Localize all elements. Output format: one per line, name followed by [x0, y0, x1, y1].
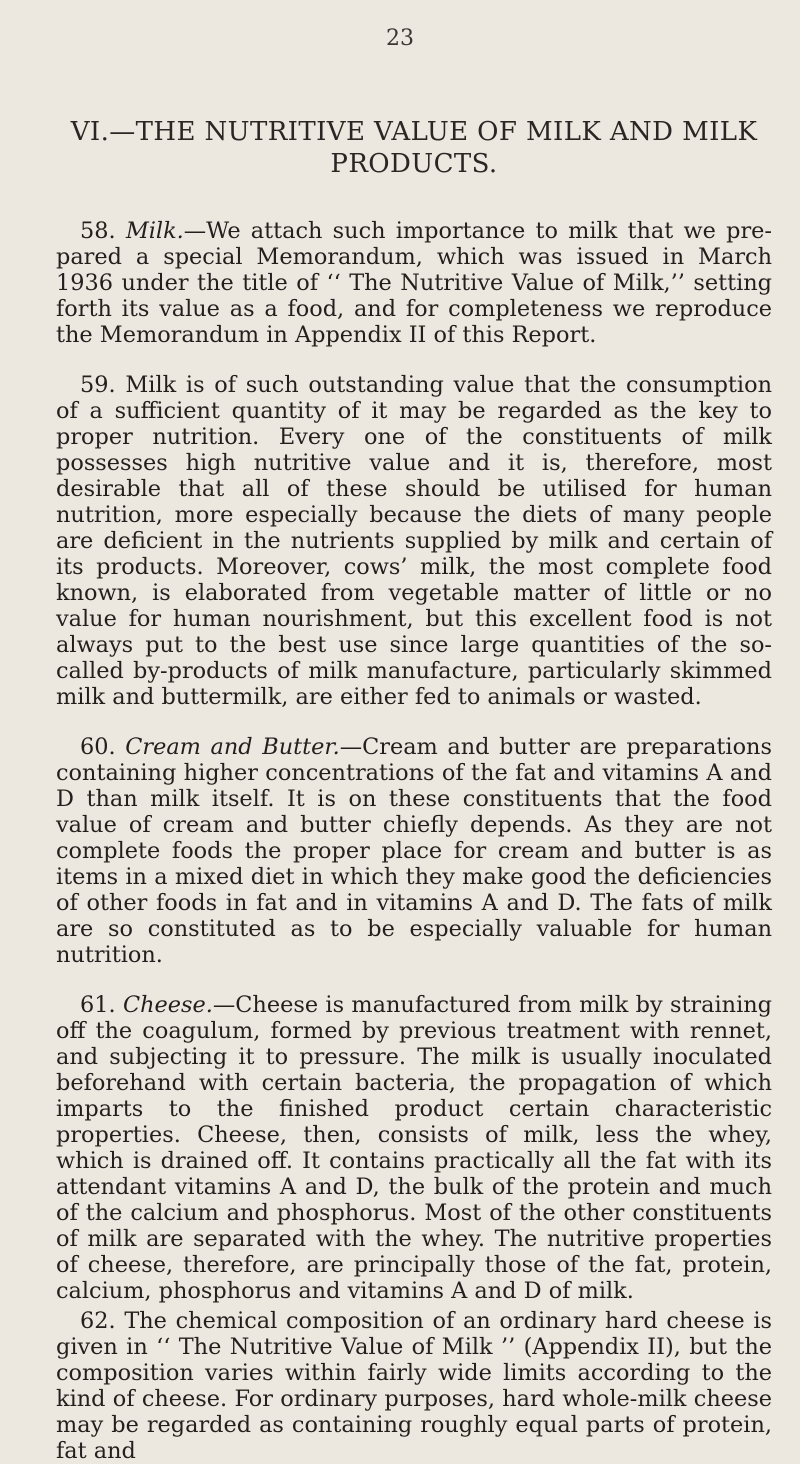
paragraph-heading: Cheese.: [122, 992, 213, 1018]
paragraph-number: 61.: [80, 992, 116, 1018]
paragraph-62: [56, 1308, 772, 1464]
paragraph-number: 60.: [80, 734, 116, 760]
section-title-line-1: VI.—THE NUTRITIVE VALUE OF MILK AND MILK: [70, 117, 758, 147]
paragraph-60: [56, 734, 772, 968]
paragraph-text: —Cream and butter are preparations containing higher concentrations of the fat and vitamins A and D than milk itself. It is on these constituents that the food value of cream and butter chiefly depends. As they are not complete foods the proper place for cream and butter is as items in a mixed diet in which they make good the deficiencies of other foods in fat and in vitamins A and D. The fats of milk are so constituted as to be especially valuable for human nutrition.: [56, 734, 772, 968]
paragraph-number: 62.: [80, 1308, 116, 1334]
paragraph-heading: Cream and Butter.: [125, 734, 340, 760]
paragraph-59: [56, 372, 772, 710]
paragraph-heading: Milk.: [125, 218, 184, 244]
section-title-line-2: PRODUCTS.: [330, 149, 498, 179]
paragraph-number: 58.: [80, 218, 116, 244]
paragraph-text: The chemical composition of an ordinary hard cheese is given in ‘‘ The Nutritive Value of Milk ’’ (Appendix II), but the composition varies within fairly wide limits according to the kind of cheese. For ordinary purposes, hard whole-milk cheese may be regarded as containing roughly equal parts of protein, fat and: [56, 1308, 772, 1464]
paragraph-text: Milk is of such outstanding value that the consumption of a sufficient quantity of it may be regarded as the key to proper nutrition. Every one of the constituents of milk possesses high nutritive value and it is, therefore, most desirable that all of these should be utilised for human nutrition, more especially because the diets of many people are deficient in the nutrients supplied by milk and certain of its products. Moreover, cows’ milk, the most complete food known, is elaborated from vegetable matter of little or no value for human nourishment, but this excellent food is not always put to the best use since large quantities of the so-called by-products of milk manufacture, particularly skimmed milk and buttermilk, are either fed to animals or wasted.: [56, 372, 772, 710]
paragraph-61: [56, 992, 772, 1304]
paragraph-text: —We attach such importance to milk that we prepared a special Memorandum, which was issued in March 1936 under the title of ‘‘ The Nutritive Value of Milk,’’ setting forth its value as a food, and for completeness we reproduce the Memorandum in Appendix II of this Report.: [56, 218, 772, 348]
paragraph-58: [56, 218, 772, 348]
paragraph-number: 59.: [80, 372, 116, 398]
page-number: 23: [386, 26, 414, 51]
paragraph-text: —Cheese is manufactured from milk by straining off the coagulum, formed by previous treatment with rennet, and subjecting it to pressure. The milk is usually inoculated beforehand with certain bacteria, the propagation of which imparts to the finished product certain characteristic properties. Cheese, then, consists of milk, less the whey, which is drained off. It contains practically all the fat with its attendant vitamins A and D, the bulk of the protein and much of the calcium and phosphorus. Most of the other constituents of milk are separated with the whey. The nutritive properties of cheese, therefore, are principally those of the fat, protein, calcium, phosphorus and vitamins A and D of milk.: [56, 992, 772, 1304]
